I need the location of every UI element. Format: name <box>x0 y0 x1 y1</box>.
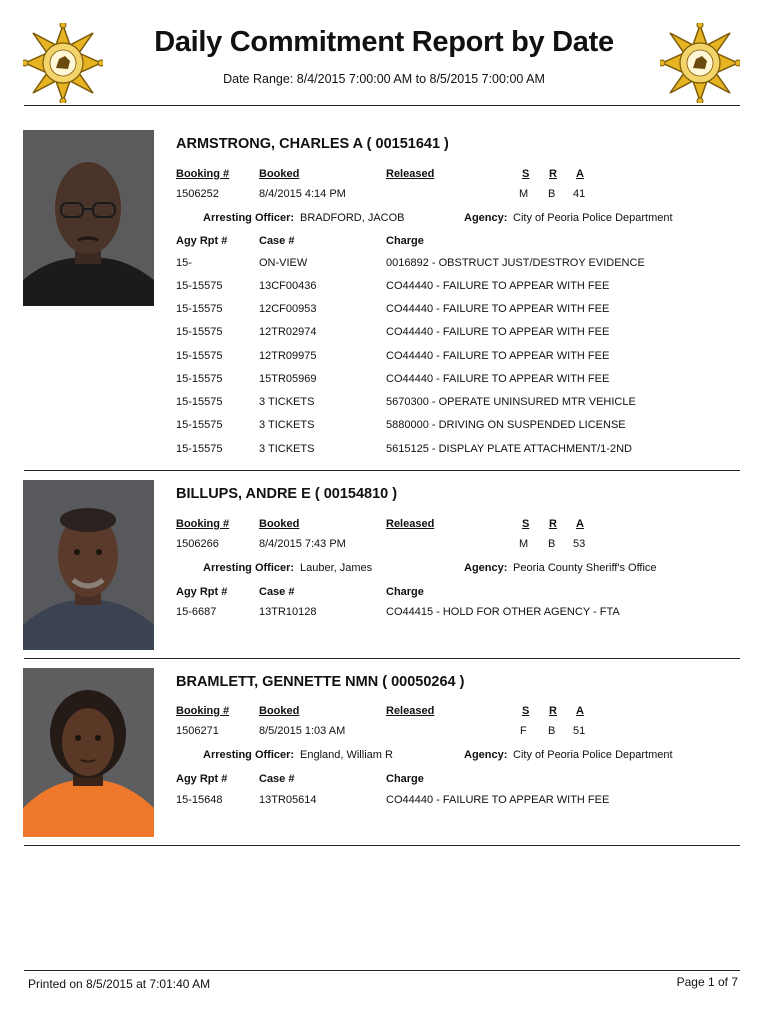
charge-text: CO44440 - FAILURE TO APPEAR WITH FEE <box>386 373 610 385</box>
booked-header: Booked <box>259 168 300 180</box>
agy-rpt: 15-15575 <box>176 443 223 455</box>
agy-rpt: 15-15575 <box>176 280 223 292</box>
agy-rpt-header: Agy Rpt # <box>176 773 228 785</box>
agy-rpt-header: Agy Rpt # <box>176 586 228 598</box>
agy-rpt: 15-6687 <box>176 606 217 618</box>
race-header: R <box>549 518 557 530</box>
charge-text: CO44440 - FAILURE TO APPEAR WITH FEE <box>386 326 610 338</box>
agy-rpt: 15- <box>176 257 192 269</box>
charge-text: 0016892 - OBSTRUCT JUST/DESTROY EVIDENCE <box>386 257 645 269</box>
officer-label: Arresting Officer: <box>203 562 295 574</box>
age-header: A <box>576 518 584 530</box>
sex-value: M <box>519 188 529 200</box>
booking-header: Booking # <box>176 518 230 530</box>
booking-header: Booking # <box>176 168 230 180</box>
agency-label: Agency: <box>464 562 508 574</box>
booked-header: Booked <box>259 705 300 717</box>
mugshot-photo <box>23 668 154 837</box>
booking-number: 1506266 <box>176 538 219 550</box>
case-header: Case # <box>259 773 295 785</box>
page-number: Page 1 of 7 <box>676 975 738 989</box>
section-divider <box>24 845 740 846</box>
inmate-name: BILLUPS, ANDRE E ( 00154810 ) <box>176 486 398 502</box>
charge-header: Charge <box>386 586 424 598</box>
booking-number: 1506252 <box>176 188 219 200</box>
case-number: 12TR02974 <box>259 326 317 338</box>
officer-label: Arresting Officer: <box>203 749 295 761</box>
booked-date: 8/4/2015 4:14 PM <box>259 188 346 200</box>
charge-text: 5880000 - DRIVING ON SUSPENDED LICENSE <box>386 419 626 431</box>
case-number: 3 TICKETS <box>259 419 315 431</box>
age-value: 53 <box>573 538 586 550</box>
section-divider <box>24 658 740 659</box>
agy-rpt: 15-15575 <box>176 303 223 315</box>
released-header: Released <box>386 705 435 717</box>
case-number: 12CF00953 <box>259 303 317 315</box>
booked-date: 8/5/2015 1:03 AM <box>259 725 346 737</box>
age-value: 41 <box>573 188 586 200</box>
case-number: 12TR09975 <box>259 350 317 362</box>
booked-date: 8/4/2015 7:43 PM <box>259 538 346 550</box>
charge-text: CO44440 - FAILURE TO APPEAR WITH FEE <box>386 794 610 806</box>
agency-name: Peoria County Sheriff's Office <box>513 562 657 574</box>
charge-header: Charge <box>386 773 424 785</box>
date-range: Date Range: 8/4/2015 7:00:00 AM to 8/5/2015 7:00:00 AM <box>223 72 545 86</box>
booking-header: Booking # <box>176 705 230 717</box>
age-value: 51 <box>573 725 586 737</box>
case-number: ON-VIEW <box>259 257 308 269</box>
agy-rpt: 15-15575 <box>176 396 223 408</box>
case-number: 13TR10128 <box>259 606 317 618</box>
agy-rpt-header: Agy Rpt # <box>176 235 228 247</box>
officer-name: England, William R <box>300 749 393 761</box>
booking-number: 1506271 <box>176 725 219 737</box>
mugshot-photo <box>23 130 154 306</box>
case-number: 15TR05969 <box>259 373 317 385</box>
released-header: Released <box>386 518 435 530</box>
charge-text: CO44415 - HOLD FOR OTHER AGENCY - FTA <box>386 606 620 618</box>
released-header: Released <box>386 168 435 180</box>
agy-rpt: 15-15648 <box>176 794 223 806</box>
agency-label: Agency: <box>464 749 508 761</box>
race-header: R <box>549 168 557 180</box>
mugshot-photo <box>23 480 154 650</box>
case-header: Case # <box>259 586 295 598</box>
agency-name: City of Peoria Police Department <box>513 212 673 224</box>
sex-value: M <box>519 538 529 550</box>
charge-text: CO44440 - FAILURE TO APPEAR WITH FEE <box>386 280 610 292</box>
case-number: 3 TICKETS <box>259 396 315 408</box>
charge-header: Charge <box>386 235 424 247</box>
sex-header: S <box>522 518 530 530</box>
case-number: 13CF00436 <box>259 280 317 292</box>
sex-header: S <box>522 168 530 180</box>
officer-name: BRADFORD, JACOB <box>300 212 405 224</box>
charge-text: 5670300 - OPERATE UNINSURED MTR VEHICLE <box>386 396 636 408</box>
age-header: A <box>576 705 584 717</box>
case-header: Case # <box>259 235 295 247</box>
sex-header: S <box>522 705 530 717</box>
case-number: 3 TICKETS <box>259 443 315 455</box>
inmate-name: ARMSTRONG, CHARLES A ( 00151641 ) <box>176 136 449 152</box>
charge-text: CO44440 - FAILURE TO APPEAR WITH FEE <box>386 303 610 315</box>
booked-header: Booked <box>259 518 300 530</box>
race-value: B <box>548 188 556 200</box>
inmate-name: BRAMLETT, GENNETTE NMN ( 00050264 ) <box>176 674 465 690</box>
agy-rpt: 15-15575 <box>176 326 223 338</box>
printed-timestamp: Printed on 8/5/2015 at 7:01:40 AM <box>28 977 211 991</box>
agy-rpt: 15-15575 <box>176 419 223 431</box>
agy-rpt: 15-15575 <box>176 373 223 385</box>
charge-text: CO44440 - FAILURE TO APPEAR WITH FEE <box>386 350 610 362</box>
footer-rule <box>24 970 740 971</box>
report-title: Daily Commitment Report by Date <box>154 26 614 58</box>
agy-rpt: 15-15575 <box>176 350 223 362</box>
charge-text: 5615125 - DISPLAY PLATE ATTACHMENT/1-2ND <box>386 443 632 455</box>
age-header: A <box>576 168 584 180</box>
header-rule <box>24 105 740 106</box>
section-divider <box>24 470 740 471</box>
case-number: 13TR05614 <box>259 794 317 806</box>
race-header: R <box>549 705 557 717</box>
agency-label: Agency: <box>464 212 508 224</box>
officer-name: Lauber, James <box>300 562 373 574</box>
race-value: B <box>548 538 556 550</box>
agency-name: City of Peoria Police Department <box>513 749 673 761</box>
race-value: B <box>548 725 556 737</box>
officer-label: Arresting Officer: <box>203 212 295 224</box>
sex-value: F <box>520 725 527 737</box>
sheriff-badge-right <box>660 23 740 103</box>
sheriff-badge-left <box>23 23 103 103</box>
